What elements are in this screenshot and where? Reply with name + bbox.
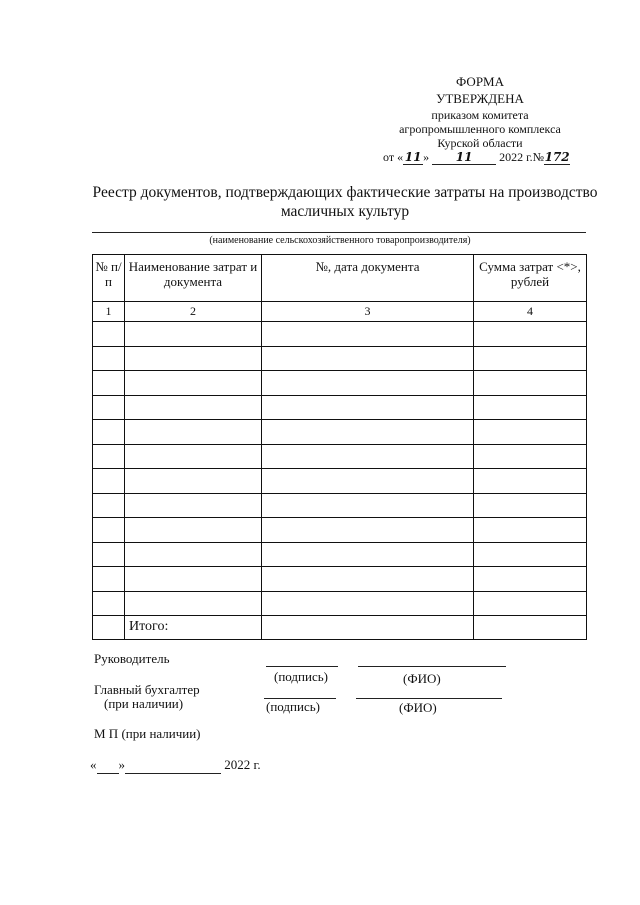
table-cell [93, 444, 125, 469]
col-number-4: 4 [474, 302, 587, 322]
table-cell [262, 444, 474, 469]
table-cell [262, 518, 474, 543]
table-cell [474, 346, 587, 371]
table-cell [262, 493, 474, 518]
date-year: 2022 г. [224, 757, 261, 772]
table-row [93, 371, 587, 396]
table-cell [474, 444, 587, 469]
date-line [90, 757, 261, 774]
table-row [93, 518, 587, 543]
table-cell [125, 371, 262, 396]
table-header-row [93, 255, 587, 302]
table-cell [93, 322, 125, 347]
table-cell [262, 616, 474, 640]
accountant-signature-caption: (подпись) [266, 699, 320, 714]
table-cell [125, 567, 262, 592]
table-row [93, 542, 587, 567]
col-number-2: 2 [125, 302, 262, 322]
table-row [93, 493, 587, 518]
table-cell [262, 395, 474, 420]
head-signature-caption: (подпись) [274, 669, 328, 684]
approval-day: 11 [404, 150, 422, 164]
table-cell [474, 493, 587, 518]
col-number-3: 3 [262, 302, 474, 322]
table-cell [125, 322, 262, 347]
table-cell [474, 542, 587, 567]
table-cell [93, 346, 125, 371]
table-cell [93, 371, 125, 396]
approval-number: 172 [544, 150, 570, 164]
table-row [93, 395, 587, 420]
form-label: ФОРМА [456, 74, 504, 89]
year-suffix: 2022 г.№ [499, 150, 545, 164]
table-cell [262, 346, 474, 371]
table-cell [93, 567, 125, 592]
producer-line [92, 232, 586, 233]
table-cell [93, 469, 125, 494]
table-cell [474, 567, 587, 592]
table-cell [93, 616, 125, 640]
table-cell [474, 395, 587, 420]
total-label: Итого: [125, 616, 262, 640]
date-prefix: от « [383, 150, 404, 164]
table-cell [474, 591, 587, 616]
table-row [93, 469, 587, 494]
head-signature-line [266, 666, 338, 667]
table-cell [93, 420, 125, 445]
table-cell [93, 542, 125, 567]
table-cell [474, 469, 587, 494]
accountant-if-any: (при наличии) [104, 696, 184, 711]
day-blank [97, 757, 119, 774]
table-cell [125, 420, 262, 445]
col-header-doc: №, дата документа [262, 255, 474, 302]
date-mid: » [423, 150, 430, 164]
table-row [93, 444, 587, 469]
col-header-sum: Сумма затрат <*>, рублей [474, 255, 587, 302]
producer-caption: (наименование сельскохозяйственного товаропроизводителя) [209, 235, 471, 246]
approval-line-3: Курской области [437, 136, 523, 150]
date-open-quote: « [90, 757, 97, 772]
table-cell [125, 493, 262, 518]
table-row [93, 420, 587, 445]
table-cell [125, 395, 262, 420]
table-cell [262, 322, 474, 347]
table-numbering-row [93, 302, 587, 322]
head-fio-line [358, 666, 506, 667]
table-row [93, 591, 587, 616]
table-row [93, 567, 587, 592]
table-cell [125, 542, 262, 567]
table-cell [125, 518, 262, 543]
accountant-label: Главный бухгалтер [94, 682, 200, 697]
approval-line-1: приказом комитета [431, 108, 529, 122]
table-total-row [93, 616, 587, 640]
table-cell [125, 444, 262, 469]
approval-line-2: агропромышленного комплекса [399, 122, 561, 136]
table-cell [93, 493, 125, 518]
table-cell [474, 322, 587, 347]
document-title: Реестр документов, подтверждающих фактические затраты на производство масличных культур [92, 184, 598, 220]
table-cell [474, 420, 587, 445]
col-number-1: 1 [93, 302, 125, 322]
seal-label: М П (при наличии) [94, 726, 201, 741]
table-cell [262, 371, 474, 396]
table-cell [262, 420, 474, 445]
table-row [93, 346, 587, 371]
head-label: Руководитель [94, 651, 170, 666]
table-cell [262, 567, 474, 592]
head-fio-caption: (ФИО) [403, 671, 441, 686]
col-header-number: № п/п [93, 255, 125, 302]
approved-label: УТВЕРЖДЕНА [436, 91, 524, 106]
accountant-fio-line [356, 698, 502, 699]
approval-date-line [383, 150, 570, 165]
col-header-name: Наименование затрат и документа [125, 255, 262, 302]
table-cell [474, 518, 587, 543]
register-table [92, 254, 587, 640]
table-cell [262, 591, 474, 616]
table-cell [93, 395, 125, 420]
table-row [93, 322, 587, 347]
table-cell [93, 591, 125, 616]
table-cell [125, 469, 262, 494]
accountant-fio-caption: (ФИО) [399, 700, 437, 715]
month-blank [125, 757, 221, 774]
table-cell [93, 518, 125, 543]
date-close-quote: » [118, 757, 125, 772]
table-cell [125, 591, 262, 616]
approval-month: 11 [432, 150, 496, 165]
table-cell [262, 469, 474, 494]
table-cell [474, 371, 587, 396]
table-cell [262, 542, 474, 567]
table-cell [125, 346, 262, 371]
table-cell [474, 616, 587, 640]
